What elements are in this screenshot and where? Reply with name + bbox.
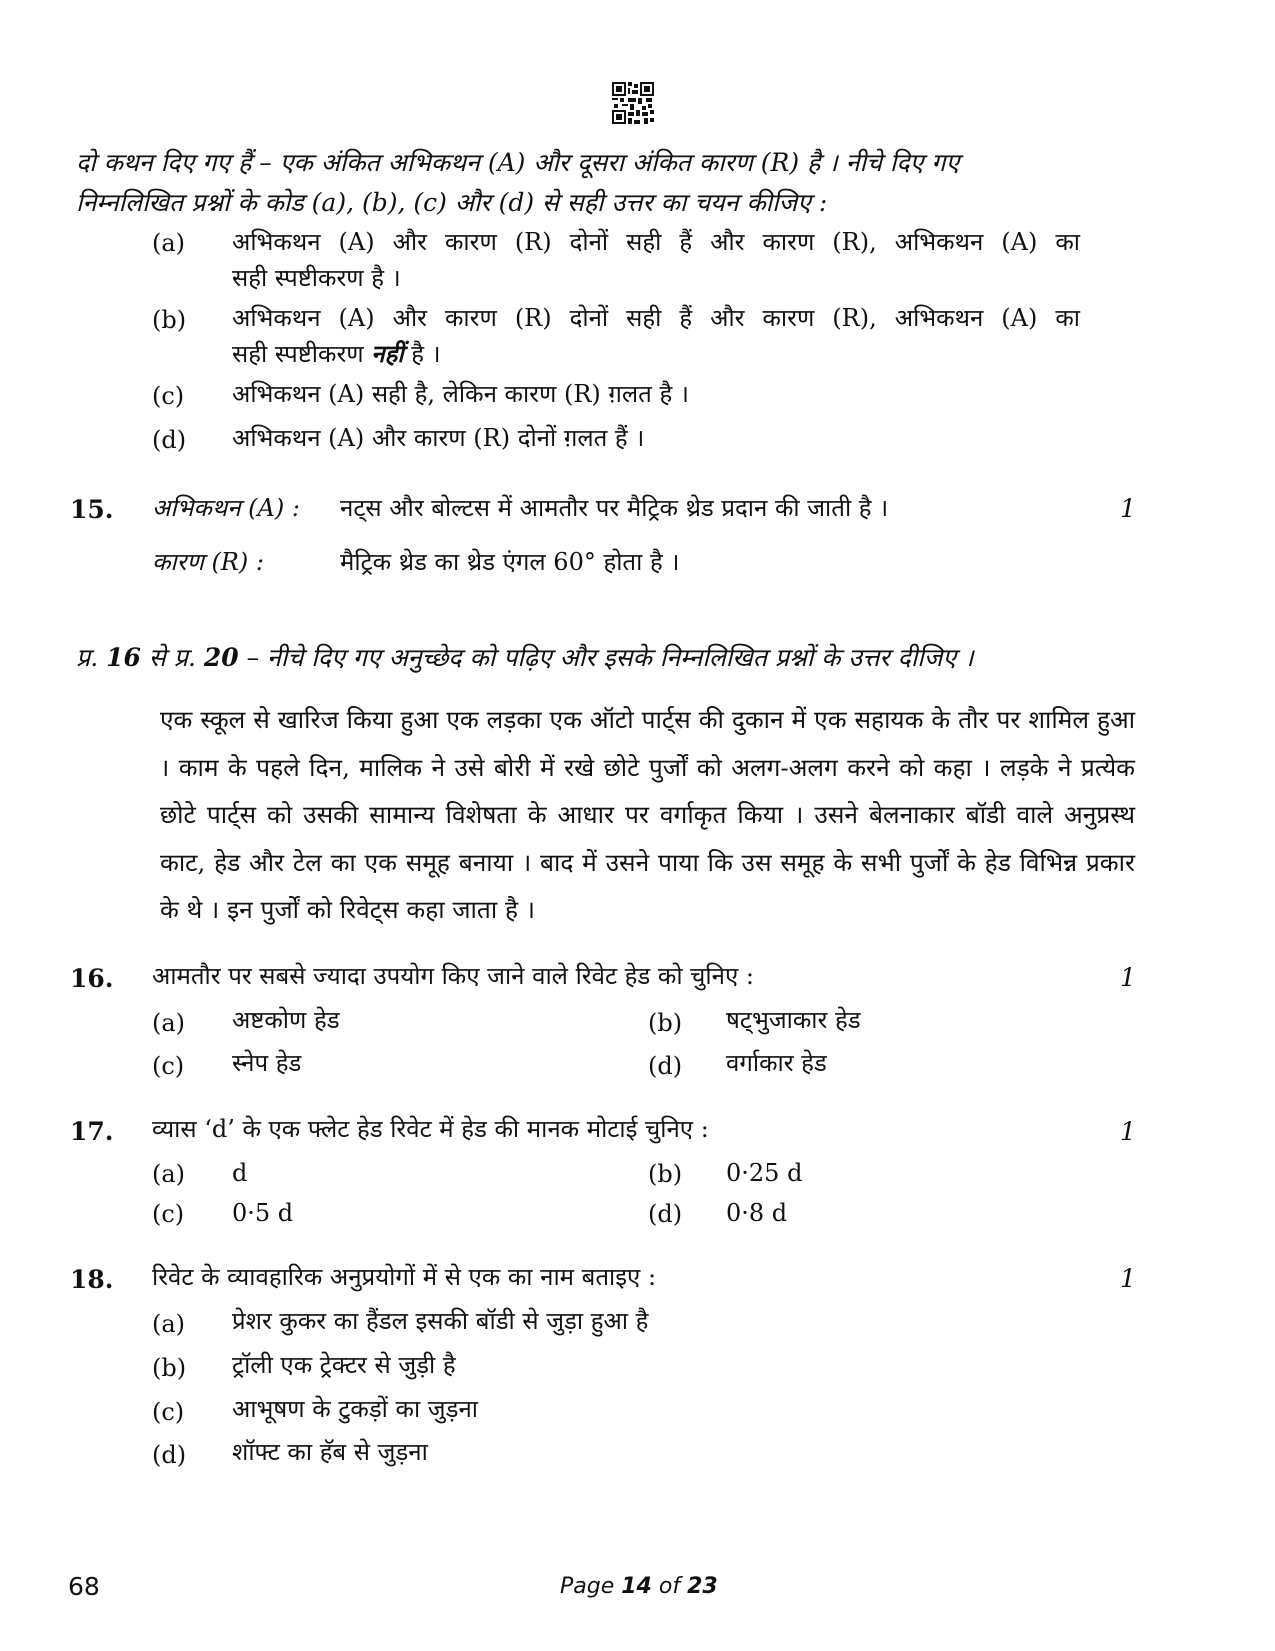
q16-option-c: स्नेप हेड xyxy=(232,1049,302,1077)
code-b-line2-post: है । xyxy=(411,340,441,368)
question-18-text: रिवेट के व्यावहारिक अनुप्रयोगों में से एक का नाम बताइए : xyxy=(152,1263,657,1291)
footer-page-indicator xyxy=(560,1574,718,1599)
code-b-emphasis: नहीं xyxy=(371,339,404,368)
code-label-d: (d) xyxy=(152,426,187,454)
code-b-line2 xyxy=(232,336,441,372)
section-to: 20 xyxy=(203,643,239,672)
code-c-text: अभिकथन (A) सही है, लेकिन कारण (R) ग़लत है । xyxy=(232,380,689,408)
section-prefix: प्र. xyxy=(76,643,99,672)
code-label-a: (a) xyxy=(152,229,186,257)
q15-reason-label: कारण (R) : xyxy=(152,548,264,576)
q16-option-d: वर्गाकार हेड xyxy=(726,1049,827,1077)
instruction-line-2: निम्नलिखित प्रश्नों के कोड (a), (b), (c) और (d) से सही उत्तर का चयन कीजिए : xyxy=(76,188,828,217)
question-16-text: आमतौर पर सबसे ज्यादा उपयोग किए जाने वाले रिवेट हेड को चुनिए : xyxy=(152,962,754,990)
q18-option-b: ट्रॉली एक ट्रेक्टर से जुड़ी है xyxy=(232,1351,456,1379)
q18-marks: 1 xyxy=(1120,1264,1136,1293)
q18-option-label-d: (d) xyxy=(152,1441,187,1469)
question-16-number: 16. xyxy=(70,964,114,993)
code-d-text: अभिकथन (A) और कारण (R) दोनों ग़लत हैं । xyxy=(232,424,645,452)
q17-option-label-c: (c) xyxy=(152,1200,185,1228)
q16-option-label-c: (c) xyxy=(152,1052,185,1080)
q16-option-label-b: (b) xyxy=(648,1009,683,1037)
q18-option-a: प्रेशर कुकर का हैंडल इसकी बॉडी से जुड़ा हुआ है xyxy=(232,1307,649,1335)
section-mid: से प्र. xyxy=(148,643,196,672)
q17-option-a: d xyxy=(232,1159,248,1187)
q16-marks: 1 xyxy=(1120,963,1136,992)
q17-option-label-b: (b) xyxy=(648,1160,683,1188)
q16-option-a: अष्टकोण हेड xyxy=(232,1006,340,1034)
q17-option-b: 0·25 d xyxy=(726,1159,803,1187)
q15-marks: 1 xyxy=(1120,494,1136,523)
footer-page-number: 14 xyxy=(621,1574,652,1599)
question-17-number: 17. xyxy=(70,1117,114,1146)
passage-text: एक स्कूल से खारिज किया हुआ एक लड़का एक ऑटो पार्ट्स की दुकान में एक सहायक के तौर पर शामिल हुआ । काम के पहले दिन, मालिक ने उसे बोरी में रखे छोटे पुर्जों को अलग-अलग करने को कहा । लड़के ने प्रत्येक छोटे पार्ट्स को उसकी सामान्य विशेषता के आधार पर वर्गाकृत किया । उसने बेलनाकार बॉडी वाले अनुप्रस्थ काट, हेड और टेल का एक समूह बनाया । बाद में उसने पाया कि उस समूह के सभी पुर्जों के हेड विभिन्न प्रकार के थे । इन पुर्जों को रिवेट्स कहा जाता है । xyxy=(160,705,1135,924)
footer-of-word: of xyxy=(658,1574,681,1599)
q18-option-label-a: (a) xyxy=(152,1310,186,1338)
q17-option-d: 0·8 d xyxy=(726,1199,788,1227)
section-rest: – नीचे दिए गए अनुच्छेद को पढ़िए और इसके निम्नलिखित प्रश्नों के उत्तर दीजिए । xyxy=(246,643,974,672)
qr-code-icon xyxy=(612,82,654,124)
q16-option-label-a: (a) xyxy=(152,1009,186,1037)
q16-option-b: षट्भुजाकार हेड xyxy=(726,1006,861,1034)
section-heading xyxy=(76,640,974,674)
code-label-c: (c) xyxy=(152,382,185,410)
instruction-text xyxy=(76,143,1136,223)
q18-option-label-c: (c) xyxy=(152,1398,185,1426)
q17-option-label-a: (a) xyxy=(152,1160,186,1188)
code-a-line1: अभिकथन (A) और कारण (R) दोनों सही हैं और कारण (R), अभिकथन (A) का xyxy=(232,228,1080,256)
footer-paper-code: 68 xyxy=(68,1572,100,1601)
code-label-b: (b) xyxy=(152,306,187,334)
code-a-line2: सही स्पष्टीकरण है । xyxy=(232,264,401,292)
question-17-text: व्यास ‘d’ के एक फ्लेट हेड रिवेट में हेड की मानक मोटाई चुनिए : xyxy=(152,1115,709,1143)
q18-option-c: आभूषण के टुकड़ों का जुड़ना xyxy=(232,1395,478,1423)
q15-reason-text: मैट्रिक थ्रेड का थ्रेड एंगल 60° होता है । xyxy=(340,548,680,576)
q15-assertion-label: अभिकथन (A) : xyxy=(152,494,300,522)
footer-page-word: Page xyxy=(560,1574,615,1599)
footer-page-total: 23 xyxy=(687,1574,718,1599)
q18-option-d: शॉफ्ट का हॅब से जुड़ना xyxy=(232,1438,428,1466)
q15-assertion-text: नट्स और बोल्टस में आमतौर पर मैट्रिक थ्रेड प्रदान की जाती है । xyxy=(340,494,889,522)
q17-option-label-d: (d) xyxy=(648,1200,683,1228)
code-b-line2-pre: सही स्पष्टीकरण xyxy=(232,340,364,368)
q16-option-label-d: (d) xyxy=(648,1052,683,1080)
q17-marks: 1 xyxy=(1120,1117,1136,1146)
q18-option-label-b: (b) xyxy=(152,1354,187,1382)
question-18-number: 18. xyxy=(70,1265,114,1294)
question-15-number: 15. xyxy=(70,495,114,524)
section-from: 16 xyxy=(106,643,141,672)
instruction-line-1: दो कथन दिए गए हैं – एक अंकित अभिकथन (A) और दूसरा अंकित कारण (R) है । नीचे दिए गए xyxy=(76,148,960,177)
code-b-line1: अभिकथन (A) और कारण (R) दोनों सही हैं और कारण (R), अभिकथन (A) का xyxy=(232,304,1080,332)
q17-option-c: 0·5 d xyxy=(232,1199,294,1227)
